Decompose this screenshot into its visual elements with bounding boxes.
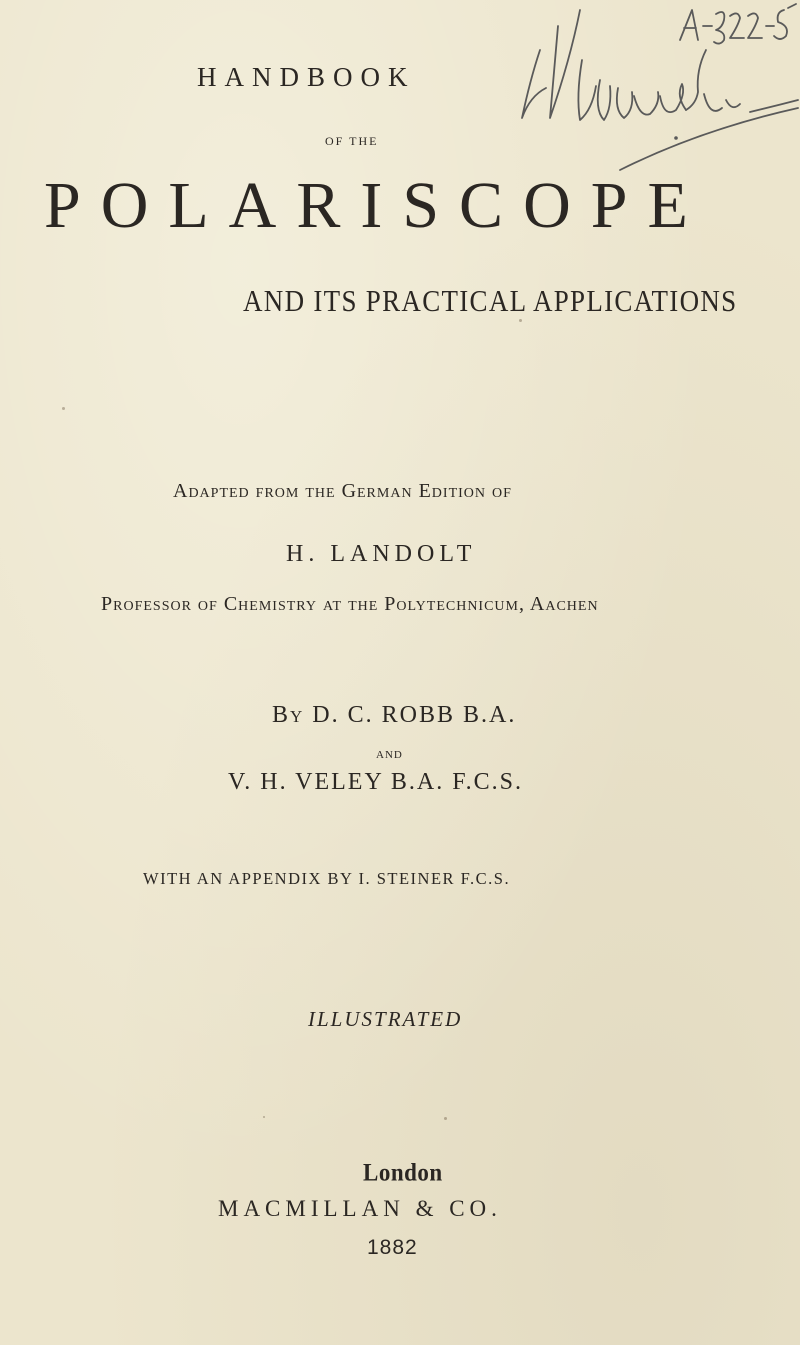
translator-1: D. C. ROBB B.A. xyxy=(304,702,517,728)
paper-speck xyxy=(519,319,522,322)
title-polariscope: POLARISCOPE xyxy=(44,169,708,242)
adapted-suffix: Edition of xyxy=(412,480,512,502)
author-position: Professor of Chemistry at the Polytechnicum, Aachen xyxy=(101,593,599,615)
handwritten-signature xyxy=(500,0,800,175)
by-prefix: By xyxy=(272,702,305,728)
adapted-german: German xyxy=(341,480,413,502)
title-handbook: HANDBOOK xyxy=(197,62,416,92)
publisher: MACMILLAN & CO. xyxy=(218,1196,502,1221)
translator-line-1 xyxy=(272,702,516,729)
original-author: H. LANDOLT xyxy=(286,541,477,567)
illustrated-note: ILLUSTRATED xyxy=(308,1007,463,1031)
paper-speck xyxy=(263,1116,265,1118)
and-connector: AND xyxy=(376,749,403,761)
paper-speck xyxy=(444,1117,447,1120)
title-of-the: OF THE xyxy=(325,134,379,148)
adapted-prefix: Adapted from the xyxy=(173,480,342,502)
appendix-credit: WITH AN APPENDIX BY I. STEINER F.C.S. xyxy=(143,869,511,888)
subtitle: AND ITS PRACTICAL APPLICATIONS xyxy=(243,283,738,318)
adapted-from-line xyxy=(173,480,512,503)
translator-2: V. H. VELEY B.A. F.C.S. xyxy=(228,769,524,795)
paper-speck xyxy=(62,407,65,410)
publication-place: London xyxy=(363,1158,443,1186)
publication-year: 1882 xyxy=(367,1236,418,1259)
